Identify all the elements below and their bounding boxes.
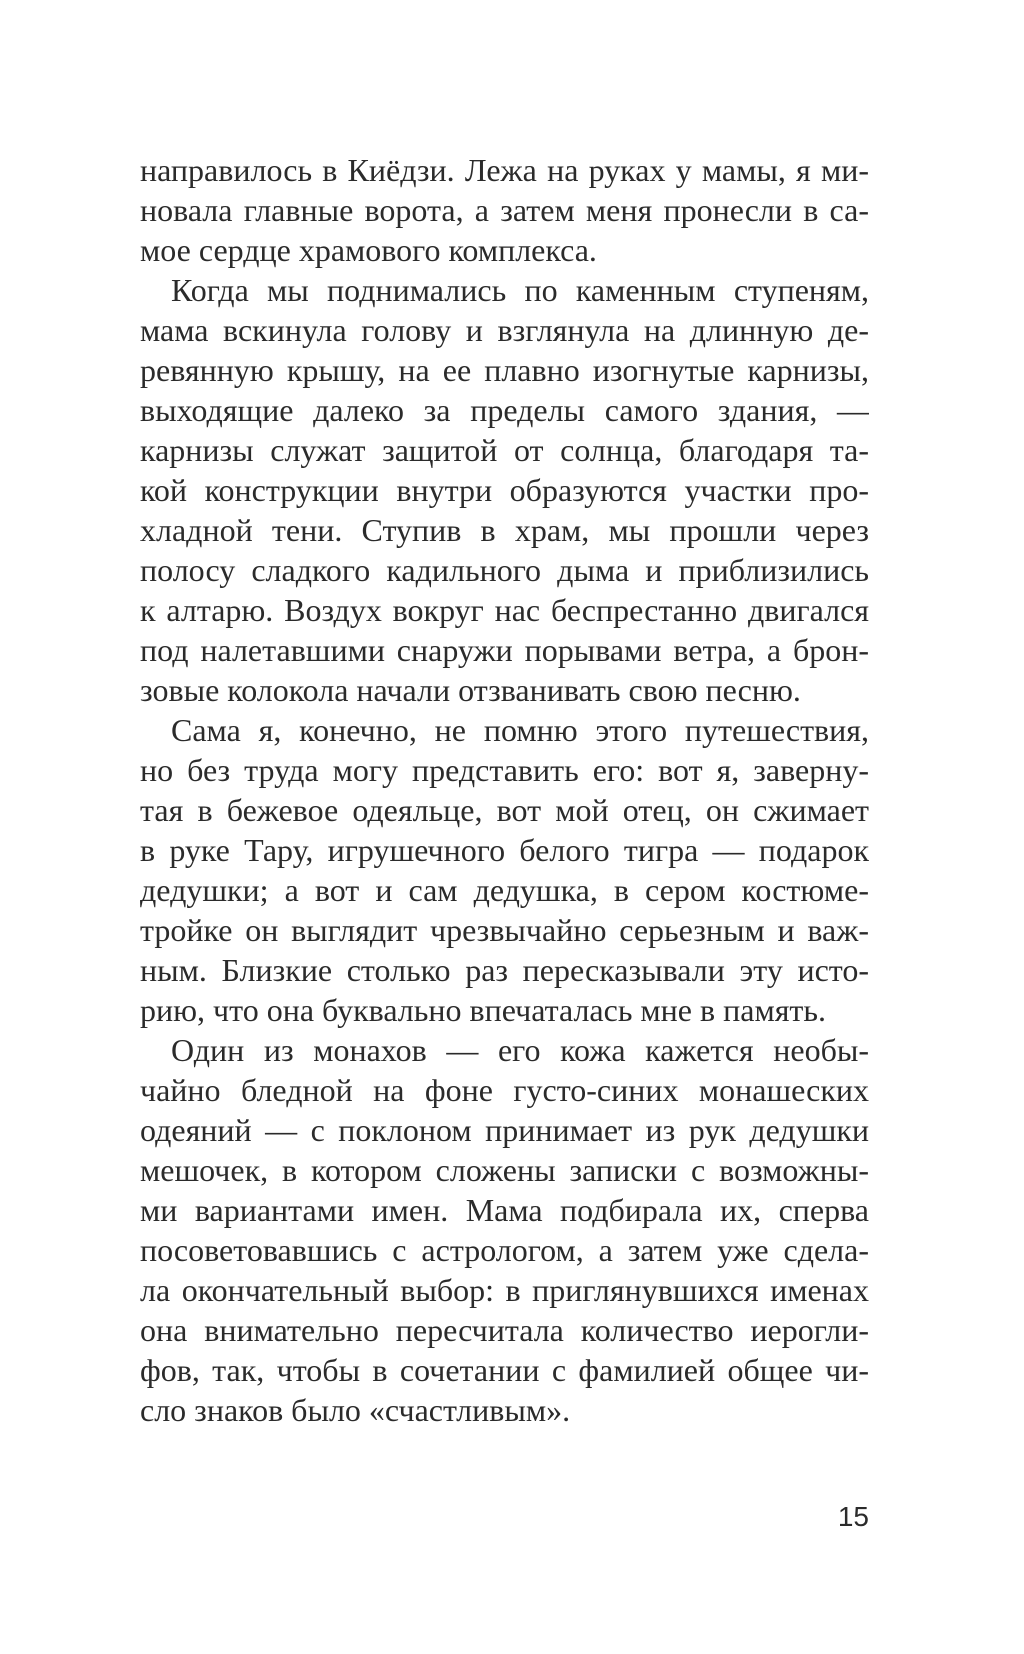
text-line: в руке Тару, игрушечного белого тигра — подарок <box>140 832 869 868</box>
text-line: новала главные ворота, а затем меня пронесли в са- <box>140 192 869 228</box>
text-line: фов, так, чтобы в сочетании с фамилией общее чи- <box>140 1352 869 1388</box>
text-line: сло знаков было «счастливым». <box>140 1392 571 1428</box>
text-line: ревянную крышу, на ее плавно изогнутые карнизы, <box>140 352 869 388</box>
text-line: зовые колокола начали отзванивать свою песню. <box>140 672 801 708</box>
text-line: чайно бледной на фоне густо-синих монашеских <box>140 1072 869 1108</box>
body-text <box>140 150 869 1430</box>
text-line: но без труда могу представить его: вот я, заверну- <box>140 752 869 788</box>
text-line: мое сердце храмового комплекса. <box>140 232 597 268</box>
text-line: она внимательно пересчитала количество иерогли- <box>140 1312 869 1348</box>
text-line: выходящие далеко за пределы самого здания, — <box>140 392 869 428</box>
text-line: одеяний — с поклоном принимает из рук дедушки <box>140 1112 869 1148</box>
text-line: хладной тени. Ступив в храм, мы прошли через <box>140 512 869 548</box>
text-line: мама вскинула голову и взглянула на длинную де- <box>140 312 869 348</box>
page-number: 15 <box>837 1501 869 1532</box>
text-line: кой конструкции внутри образуются участки про- <box>140 472 869 508</box>
text-line: посоветовавшись с астрологом, а затем уже сдела- <box>140 1232 869 1268</box>
text-line: Один из монахов — его кожа кажется необы- <box>171 1032 869 1068</box>
text-line: рию, что она буквально впечаталась мне в память. <box>140 992 826 1028</box>
text-line: ным. Близкие столько раз пересказывали эту исто- <box>140 952 869 988</box>
text-line: направилось в Киёдзи. Лежа на руках у мамы, я ми- <box>140 152 869 188</box>
text-line: мешочек, в котором сложены записки с возможны- <box>140 1152 869 1188</box>
text-line: Сама я, конечно, не помню этого путешествия, <box>171 712 869 748</box>
text-line: карнизы служат защитой от солнца, благодаря та- <box>140 432 869 468</box>
text-line: тая в бежевое одеяльце, вот мой отец, он сжимает <box>140 792 869 828</box>
text-line: ми вариантами имен. Мама подбирала их, сперва <box>140 1192 869 1228</box>
text-line: ла окончательный выбор: в приглянувшихся именах <box>140 1272 869 1308</box>
text-line: Когда мы поднимались по каменным ступеням, <box>171 272 869 308</box>
text-line: к алтарю. Воздух вокруг нас беспрестанно двигался <box>140 592 869 628</box>
text-line: дедушки; а вот и сам дедушка, в сером костюме- <box>140 872 869 908</box>
text-line: под налетавшими снаружи порывами ветра, а брон- <box>140 632 869 668</box>
text-line: тройке он выглядит чрезвычайно серьезным и важ- <box>140 912 869 948</box>
text-line: полосу сладкого кадильного дыма и приблизились <box>140 552 869 588</box>
